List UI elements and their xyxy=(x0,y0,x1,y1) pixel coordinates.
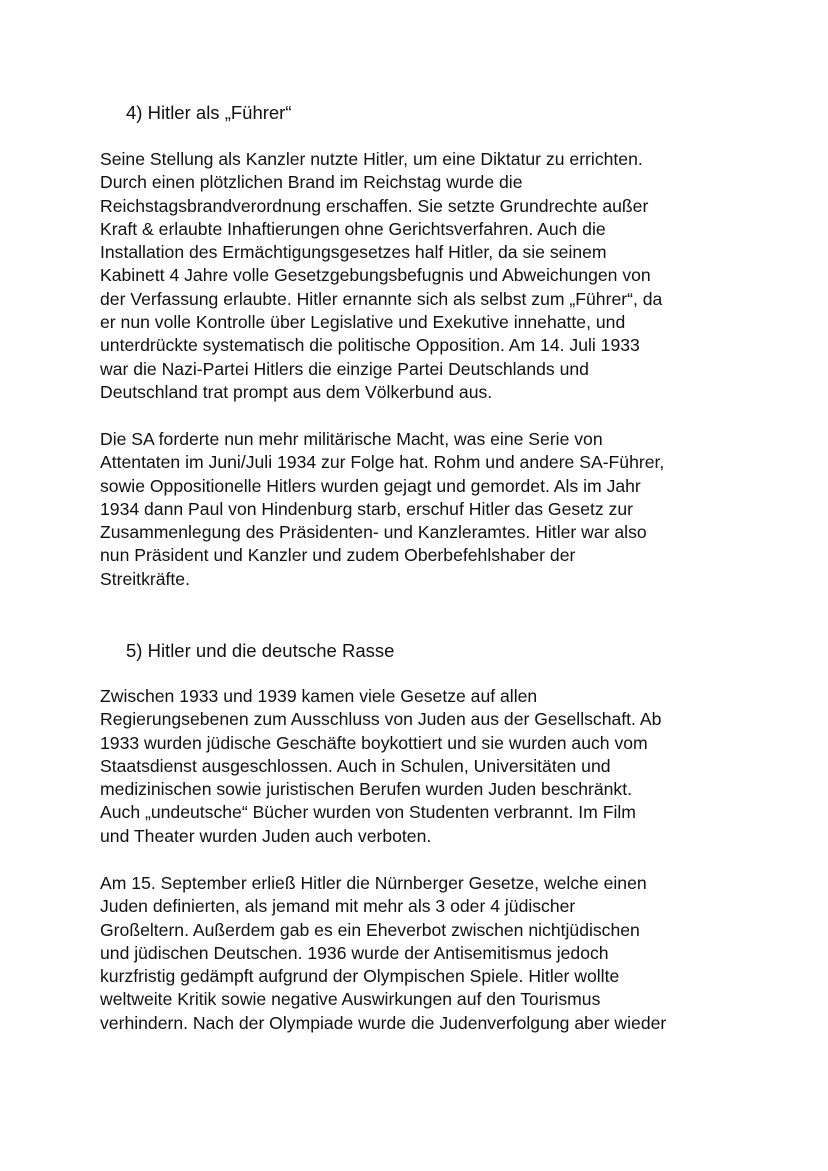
text-line: 1934 dann Paul von Hindenburg starb, erschuf Hitler das Gesetz zur xyxy=(100,498,634,519)
text-line: Die SA forderte nun mehr militärische Macht, was eine Serie von xyxy=(100,429,603,449)
text-line: Reichstagsbrandverordnung erschaffen. Sie setzte Grundrechte außer xyxy=(100,195,649,216)
text-line: Zusammenlegung des Präsidenten- und Kanzleramtes. Hitler war also xyxy=(100,522,647,543)
text-line: medizinischen sowie juristischen Berufen wurden Juden beschränkt. xyxy=(100,779,633,800)
text-line: Attentaten im Juni/Juli 1934 zur Folge hat. Rohm und andere SA-Führer, xyxy=(100,452,665,473)
paragraph-dictatorship xyxy=(100,148,740,404)
text-line: Kraft & erlaubte Inhaftierungen ohne Gerichtsverfahren. Auch die xyxy=(100,218,606,239)
text-line: Deutschland trat prompt aus dem Völkerbund aus. xyxy=(100,381,493,402)
text-line: Regierungsebenen zum Ausschluss von Juden aus der Gesellschaft. Ab xyxy=(100,709,662,730)
text-line: war die Nazi-Partei Hitlers die einzige Partei Deutschlands und xyxy=(100,358,589,379)
paragraph-nuremberg-laws xyxy=(100,872,740,1035)
text-line: Seine Stellung als Kanzler nutzte Hitler, um eine Diktatur zu errichten. xyxy=(100,149,643,169)
text-line: Juden definierten, als jemand mit mehr als 3 oder 4 jüdischer xyxy=(100,896,576,917)
text-line: er nun volle Kontrolle über Legislative und Exekutive innehatte, und xyxy=(100,312,626,333)
text-line: Kabinett 4 Jahre volle Gesetzgebungsbefugnis und Abweichungen von xyxy=(100,265,651,286)
text-line: 1933 wurden jüdische Geschäfte boykottiert und sie wurden auch vom xyxy=(100,732,648,753)
paragraph-exclusion-laws xyxy=(100,685,740,848)
text-line: Zwischen 1933 und 1939 kamen viele Gesetze auf allen xyxy=(100,686,538,706)
text-line: sowie Oppositionelle Hitlers wurden gejagt und gemordet. Als im Jahr xyxy=(100,475,641,496)
text-line: verhindern. Nach der Olympiade wurde die Judenverfolgung aber wieder xyxy=(100,1012,667,1033)
text-line: Großeltern. Außerdem gab es ein Eheverbot zwischen nichtjüdischen xyxy=(100,919,640,940)
text-line: Staatsdienst ausgeschlossen. Auch in Schulen, Universitäten und xyxy=(100,755,611,776)
text-line: Installation des Ermächtigungsgesetzes half Hitler, da sie seinem xyxy=(100,242,607,263)
text-line: der Verfassung erlaubte. Hitler ernannte sich als selbst zum „Führer“, da xyxy=(100,288,663,309)
text-line: kurzfristig gedämpft aufgrund der Olympischen Spiele. Hitler wollte xyxy=(100,966,620,987)
text-line: und jüdischen Deutschen. 1936 wurde der Antisemitismus jedoch xyxy=(100,942,609,963)
text-line: nun Präsident und Kanzler und zudem Oberbefehlshaber der xyxy=(100,545,576,566)
text-line: unterdrückte systematisch die politische Opposition. Am 14. Juli 1933 xyxy=(100,335,640,356)
section-heading-5: 5) Hitler und die deutsche Rasse xyxy=(126,640,395,661)
paragraph-sa-purge xyxy=(100,428,740,591)
text-line: Durch einen plötzlichen Brand im Reichstag wurde die xyxy=(100,172,523,193)
text-line: und Theater wurden Juden auch verboten. xyxy=(100,825,432,846)
text-line: weltweite Kritik sowie negative Auswirkungen auf den Tourismus xyxy=(100,989,601,1010)
text-line: Am 15. September erließ Hitler die Nürnberger Gesetze, welche einen xyxy=(100,873,647,893)
section-heading-4: 4) Hitler als „Führer“ xyxy=(126,102,292,123)
text-line: Streitkräfte. xyxy=(100,568,190,589)
text-line: Auch „undeutsche“ Bücher wurden von Studenten verbrannt. Im Film xyxy=(100,802,636,823)
